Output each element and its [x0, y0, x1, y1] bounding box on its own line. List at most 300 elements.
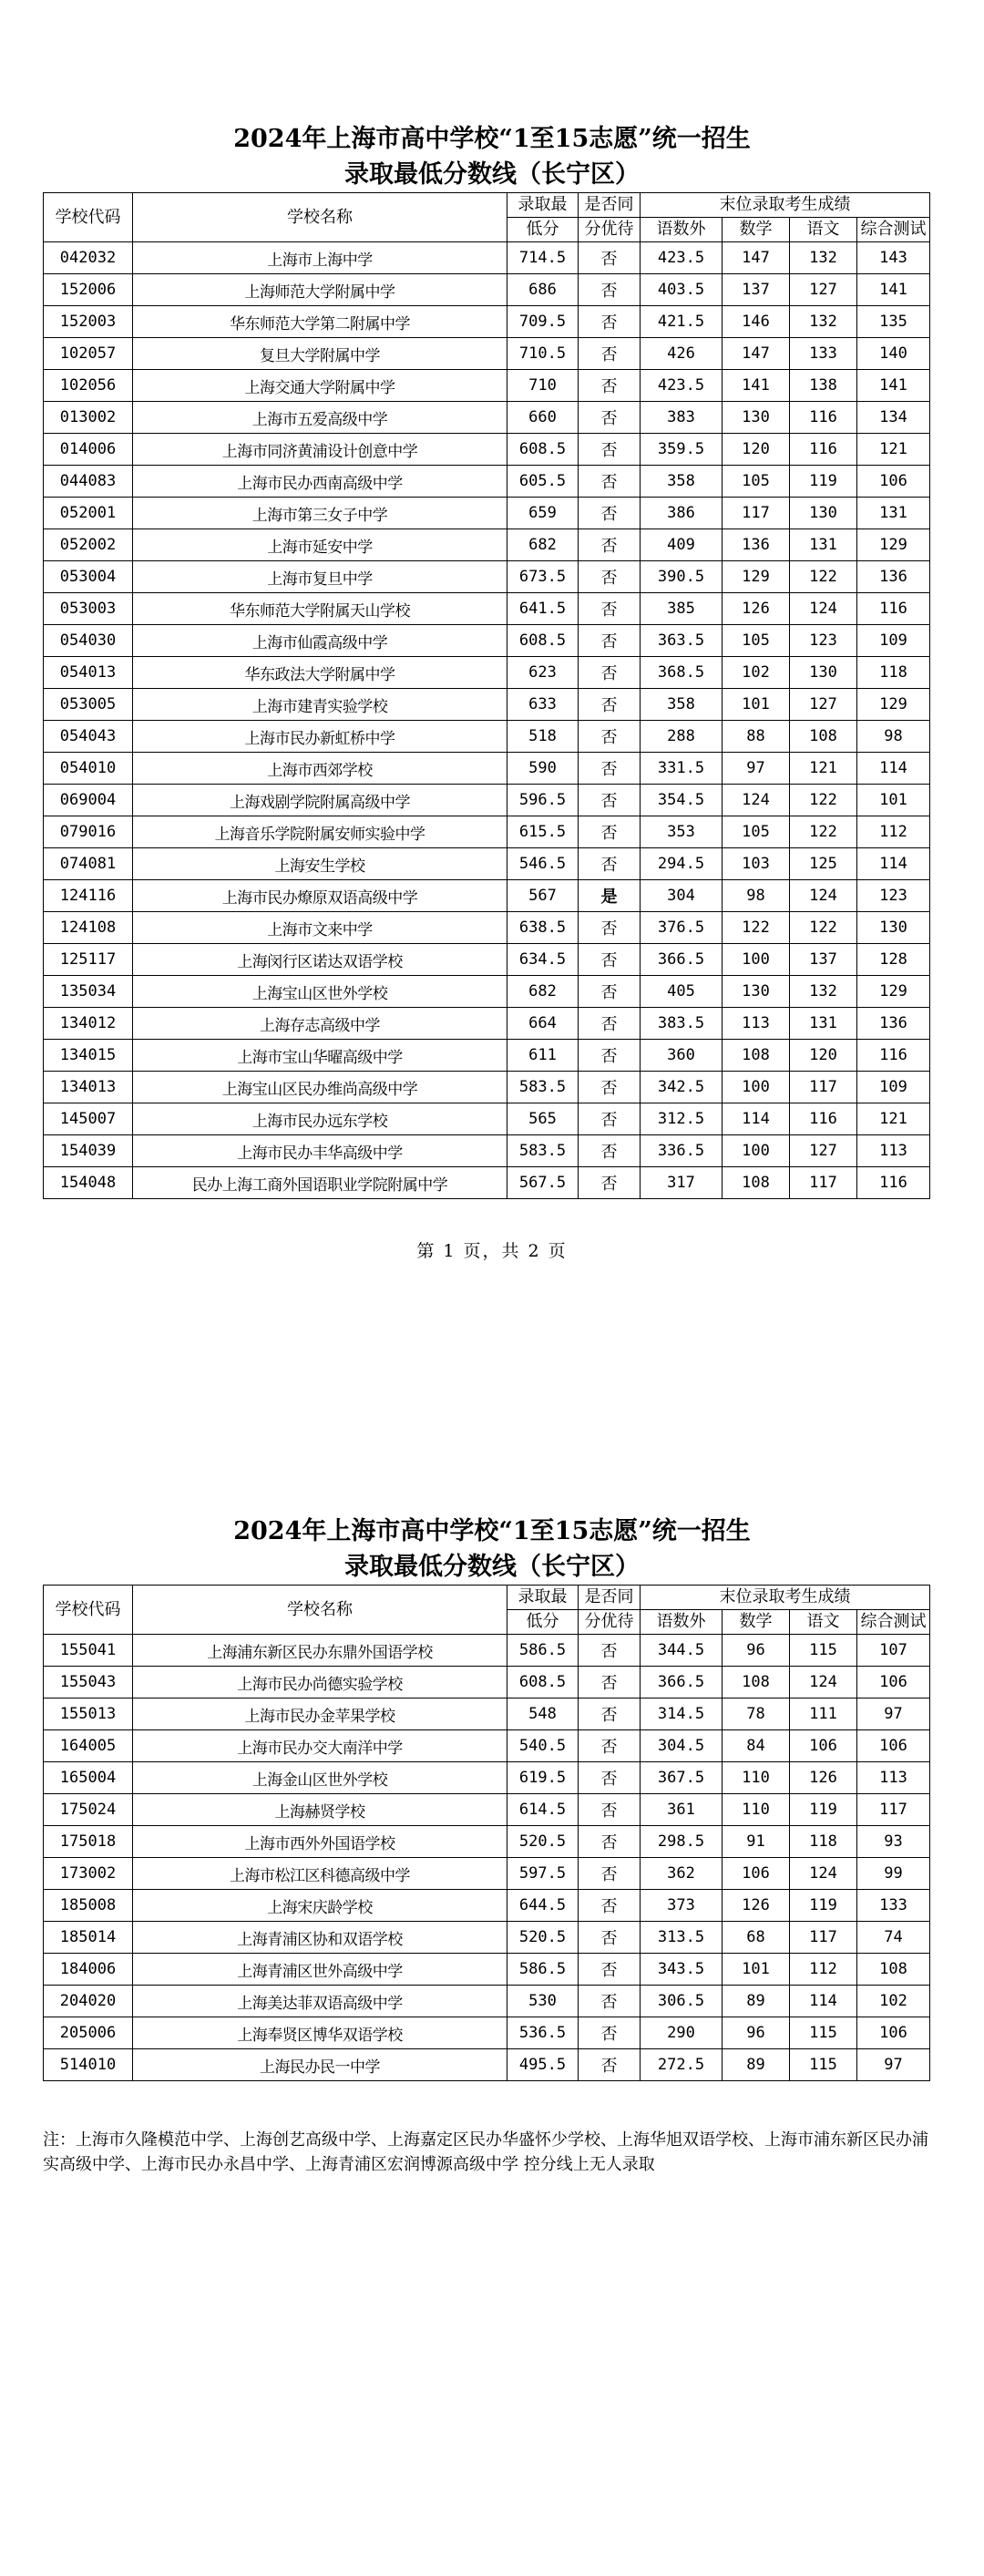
- tie-priority: 否: [579, 976, 641, 1008]
- chinese-score: 114: [790, 1986, 857, 2017]
- test-score: 118: [857, 657, 930, 689]
- header-yswai: 语数外: [641, 1610, 723, 1635]
- test-score: 107: [857, 1635, 930, 1667]
- math-score: 106: [723, 1858, 790, 1890]
- math-score: 91: [723, 1826, 790, 1858]
- table-row: [44, 529, 930, 561]
- test-score: 123: [857, 880, 930, 912]
- table-row: [44, 338, 930, 370]
- test-score: 141: [857, 370, 930, 402]
- math-score: 84: [723, 1730, 790, 1762]
- school-code: 013002: [44, 402, 133, 434]
- table-row: [44, 1826, 930, 1858]
- yswai-score: 368.5: [641, 657, 723, 689]
- table-row: [44, 1986, 930, 2017]
- yswai-score: 288: [641, 721, 723, 753]
- school-name: 华东师范大学第二附属中学: [133, 306, 507, 338]
- table-row: [44, 242, 930, 274]
- math-score: 136: [723, 529, 790, 561]
- yswai-score: 314.5: [641, 1699, 723, 1730]
- yswai-score: 403.5: [641, 274, 723, 306]
- chinese-score: 132: [790, 976, 857, 1008]
- table-row: [44, 466, 930, 498]
- math-score: 101: [723, 1954, 790, 1986]
- test-score: 136: [857, 561, 930, 593]
- chinese-score: 116: [790, 402, 857, 434]
- min-score: 644.5: [507, 1890, 579, 1922]
- school-code: 042032: [44, 242, 133, 274]
- yswai-score: 312.5: [641, 1103, 723, 1135]
- min-score: 546.5: [507, 848, 579, 880]
- math-score: 108: [723, 1040, 790, 1072]
- school-name: 上海青浦区协和双语学校: [133, 1922, 507, 1954]
- header-last-group: 末位录取考生成绩: [641, 1586, 930, 1610]
- school-code: 173002: [44, 1858, 133, 1890]
- header-name: 学校名称: [133, 193, 507, 242]
- test-score: 116: [857, 1040, 930, 1072]
- school-name: 上海交通大学附属中学: [133, 370, 507, 402]
- min-score: 633: [507, 689, 579, 721]
- math-score: 126: [723, 1890, 790, 1922]
- school-code: 074081: [44, 848, 133, 880]
- school-code: 514010: [44, 2049, 133, 2081]
- math-score: 126: [723, 593, 790, 625]
- math-score: 100: [723, 1072, 790, 1103]
- test-score: 129: [857, 529, 930, 561]
- tie-priority: 否: [579, 1922, 641, 1954]
- table-row: [44, 561, 930, 593]
- school-code: 185008: [44, 1890, 133, 1922]
- table-row: [44, 593, 930, 625]
- yswai-score: 353: [641, 816, 723, 848]
- school-code: 069004: [44, 785, 133, 816]
- table-row: [44, 816, 930, 848]
- test-score: 109: [857, 1072, 930, 1103]
- tie-priority: 否: [579, 1762, 641, 1794]
- chinese-score: 119: [790, 1794, 857, 1826]
- school-name: 上海市宝山华曜高级中学: [133, 1040, 507, 1072]
- min-score: 608.5: [507, 434, 579, 466]
- table-row: [44, 2049, 930, 2081]
- yswai-score: 367.5: [641, 1762, 723, 1794]
- min-score: 596.5: [507, 785, 579, 816]
- school-name: 上海美达菲双语高级中学: [133, 1986, 507, 2017]
- header-math: 数学: [723, 1610, 790, 1635]
- table-row: [44, 2017, 930, 2049]
- tie-priority: 否: [579, 785, 641, 816]
- min-score: 536.5: [507, 2017, 579, 2049]
- yswai-score: 343.5: [641, 1954, 723, 1986]
- yswai-score: 306.5: [641, 1986, 723, 2017]
- chinese-score: 124: [790, 593, 857, 625]
- admission-table-page-1: [43, 192, 930, 1199]
- min-score: 608.5: [507, 1667, 579, 1699]
- yswai-score: 344.5: [641, 1635, 723, 1667]
- school-name: 华东政法大学附属中学: [133, 657, 507, 689]
- yswai-score: 363.5: [641, 625, 723, 657]
- min-score: 530: [507, 1986, 579, 2017]
- table-body-page-2: [44, 1635, 930, 2081]
- math-score: 105: [723, 816, 790, 848]
- school-name: 上海市上海中学: [133, 242, 507, 274]
- school-code: 054030: [44, 625, 133, 657]
- math-score: 89: [723, 1986, 790, 2017]
- yswai-score: 342.5: [641, 1072, 723, 1103]
- math-score: 114: [723, 1103, 790, 1135]
- test-score: 114: [857, 753, 930, 785]
- school-name: 上海市松江区科德高级中学: [133, 1858, 507, 1890]
- school-name: 上海金山区世外学校: [133, 1762, 507, 1794]
- school-name: 上海闵行区诺达双语学校: [133, 944, 507, 976]
- yswai-score: 421.5: [641, 306, 723, 338]
- chinese-score: 115: [790, 2017, 857, 2049]
- school-name: 复旦大学附属中学: [133, 338, 507, 370]
- min-score: 520.5: [507, 1922, 579, 1954]
- test-score: 116: [857, 1167, 930, 1199]
- chinese-score: 127: [790, 689, 857, 721]
- tie-priority: 否: [579, 466, 641, 498]
- math-score: 96: [723, 2017, 790, 2049]
- yswai-score: 383.5: [641, 1008, 723, 1040]
- yswai-score: 358: [641, 689, 723, 721]
- table-row: [44, 1699, 930, 1730]
- table-row: [44, 657, 930, 689]
- chinese-score: 122: [790, 816, 857, 848]
- yswai-score: 386: [641, 498, 723, 529]
- table-row: [44, 434, 930, 466]
- table-row: [44, 1858, 930, 1890]
- school-name: 上海市五爱高级中学: [133, 402, 507, 434]
- test-score: 112: [857, 816, 930, 848]
- min-score: 673.5: [507, 561, 579, 593]
- school-code: 054043: [44, 721, 133, 753]
- min-score: 495.5: [507, 2049, 579, 2081]
- tie-priority: 是: [579, 880, 641, 912]
- page-number: 第 1 页，共 2 页: [416, 1241, 568, 1261]
- table-row: [44, 689, 930, 721]
- yswai-score: 313.5: [641, 1922, 723, 1954]
- table-row: [44, 944, 930, 976]
- table-row: [44, 1730, 930, 1762]
- table-row: [44, 1040, 930, 1072]
- yswai-score: 366.5: [641, 1667, 723, 1699]
- school-code: 154039: [44, 1135, 133, 1167]
- math-score: 147: [723, 242, 790, 274]
- school-code: 124108: [44, 912, 133, 944]
- chinese-score: 133: [790, 338, 857, 370]
- chinese-score: 123: [790, 625, 857, 657]
- yswai-score: 423.5: [641, 242, 723, 274]
- min-score: 714.5: [507, 242, 579, 274]
- min-score: 583.5: [507, 1072, 579, 1103]
- min-score: 605.5: [507, 466, 579, 498]
- school-name: 上海市民办丰华高级中学: [133, 1135, 507, 1167]
- header-math: 数学: [723, 218, 790, 242]
- school-code: 155013: [44, 1699, 133, 1730]
- school-name: 上海市文来中学: [133, 912, 507, 944]
- tie-priority: 否: [579, 1635, 641, 1667]
- chinese-score: 137: [790, 944, 857, 976]
- chinese-score: 108: [790, 721, 857, 753]
- test-score: 97: [857, 1699, 930, 1730]
- header-min-1: 录取最: [507, 193, 579, 218]
- math-score: 88: [723, 721, 790, 753]
- school-name: 上海市民办西南高级中学: [133, 466, 507, 498]
- min-score: 660: [507, 402, 579, 434]
- school-name: 上海赫贤学校: [133, 1794, 507, 1826]
- yswai-score: 385: [641, 593, 723, 625]
- school-name: 上海存志高级中学: [133, 1008, 507, 1040]
- chinese-score: 127: [790, 274, 857, 306]
- table-row: [44, 1667, 930, 1699]
- min-score: 567.5: [507, 1167, 579, 1199]
- yswai-score: 409: [641, 529, 723, 561]
- school-code: 155043: [44, 1667, 133, 1699]
- school-name: 上海市建青实验学校: [133, 689, 507, 721]
- test-score: 101: [857, 785, 930, 816]
- school-code: 102056: [44, 370, 133, 402]
- chinese-score: 106: [790, 1730, 857, 1762]
- school-name: 民办上海工商外国语职业学院附属中学: [133, 1167, 507, 1199]
- header-chinese: 语文: [790, 218, 857, 242]
- school-name: 上海市民办燎原双语高级中学: [133, 880, 507, 912]
- school-name: 上海宝山区世外学校: [133, 976, 507, 1008]
- yswai-score: 294.5: [641, 848, 723, 880]
- min-score: 686: [507, 274, 579, 306]
- yswai-score: 390.5: [641, 561, 723, 593]
- min-score: 682: [507, 976, 579, 1008]
- tie-priority: 否: [579, 1008, 641, 1040]
- test-score: 134: [857, 402, 930, 434]
- min-score: 520.5: [507, 1826, 579, 1858]
- tie-priority: 否: [579, 402, 641, 434]
- tie-priority: 否: [579, 306, 641, 338]
- school-name: 华东师范大学附属天山学校: [133, 593, 507, 625]
- table-row: [44, 976, 930, 1008]
- test-score: 114: [857, 848, 930, 880]
- chinese-score: 121: [790, 753, 857, 785]
- header-min-2: 低分: [507, 1610, 579, 1635]
- table-row: [44, 1103, 930, 1135]
- test-score: 121: [857, 1103, 930, 1135]
- tie-priority: 否: [579, 434, 641, 466]
- chinese-score: 116: [790, 1103, 857, 1135]
- school-code: 184006: [44, 1954, 133, 1986]
- school-code: 102057: [44, 338, 133, 370]
- math-score: 102: [723, 657, 790, 689]
- math-score: 122: [723, 912, 790, 944]
- test-score: 113: [857, 1762, 930, 1794]
- header-code: 学校代码: [44, 1586, 133, 1635]
- yswai-score: 383: [641, 402, 723, 434]
- school-code: 014006: [44, 434, 133, 466]
- yswai-score: 376.5: [641, 912, 723, 944]
- school-code: 053004: [44, 561, 133, 593]
- tie-priority: 否: [579, 242, 641, 274]
- tie-priority: 否: [579, 1826, 641, 1858]
- min-score: 710: [507, 370, 579, 402]
- school-code: 052002: [44, 529, 133, 561]
- school-name: 上海市民办金苹果学校: [133, 1699, 507, 1730]
- chinese-score: 122: [790, 561, 857, 593]
- tie-priority: 否: [579, 2017, 641, 2049]
- school-code: 134015: [44, 1040, 133, 1072]
- tie-priority: 否: [579, 657, 641, 689]
- school-code: 134012: [44, 1008, 133, 1040]
- school-code: 145007: [44, 1103, 133, 1135]
- chinese-score: 115: [790, 2049, 857, 2081]
- tie-priority: 否: [579, 816, 641, 848]
- test-score: 106: [857, 1730, 930, 1762]
- math-score: 108: [723, 1167, 790, 1199]
- test-score: 121: [857, 434, 930, 466]
- min-score: 623: [507, 657, 579, 689]
- test-score: 136: [857, 1008, 930, 1040]
- school-name: 上海民办民一中学: [133, 2049, 507, 2081]
- tie-priority: 否: [579, 1986, 641, 2017]
- math-score: 113: [723, 1008, 790, 1040]
- math-score: 108: [723, 1667, 790, 1699]
- header-tie-1: 是否同: [579, 1586, 641, 1610]
- table-row: [44, 753, 930, 785]
- min-score: 619.5: [507, 1762, 579, 1794]
- tie-priority: 否: [579, 625, 641, 657]
- tie-priority: 否: [579, 1699, 641, 1730]
- min-score: 565: [507, 1103, 579, 1135]
- test-score: 98: [857, 721, 930, 753]
- header-last-group: 末位录取考生成绩: [641, 193, 930, 218]
- school-name: 上海市延安中学: [133, 529, 507, 561]
- min-score: 709.5: [507, 306, 579, 338]
- school-name: 上海青浦区世外高级中学: [133, 1954, 507, 1986]
- school-name: 上海音乐学院附属安师实验中学: [133, 816, 507, 848]
- min-score: 710.5: [507, 338, 579, 370]
- page-1: [0, 0, 984, 1262]
- header-code: 学校代码: [44, 193, 133, 242]
- chinese-score: 126: [790, 1762, 857, 1794]
- chinese-score: 125: [790, 848, 857, 880]
- yswai-score: 359.5: [641, 434, 723, 466]
- min-score: 608.5: [507, 625, 579, 657]
- min-score: 518: [507, 721, 579, 753]
- math-score: 124: [723, 785, 790, 816]
- math-score: 146: [723, 306, 790, 338]
- table-row: [44, 1635, 930, 1667]
- school-code: 152003: [44, 306, 133, 338]
- footnote: 注：上海市久隆模范中学、上海创艺高级中学、上海嘉定区民办华盛怀少学校、上海华旭双语学校、上海市浦东新区民办浦实高级中学、上海市民办永昌中学、上海青浦区宏润博源高级中学 控分线上无人录取: [43, 2130, 928, 2174]
- yswai-score: 366.5: [641, 944, 723, 976]
- math-score: 117: [723, 498, 790, 529]
- math-score: 120: [723, 434, 790, 466]
- header-name: 学校名称: [133, 1586, 507, 1635]
- math-score: 100: [723, 1135, 790, 1167]
- chinese-score: 119: [790, 466, 857, 498]
- chinese-score: 117: [790, 1167, 857, 1199]
- school-code: 079016: [44, 816, 133, 848]
- tie-priority: 否: [579, 593, 641, 625]
- table-row: [44, 370, 930, 402]
- yswai-score: 272.5: [641, 2049, 723, 2081]
- header-min-1: 录取最: [507, 1586, 579, 1610]
- tie-priority: 否: [579, 1040, 641, 1072]
- school-name: 上海市同济黄浦设计创意中学: [133, 434, 507, 466]
- yswai-score: 354.5: [641, 785, 723, 816]
- yswai-score: 360: [641, 1040, 723, 1072]
- test-score: 133: [857, 1890, 930, 1922]
- school-name: 上海市第三女子中学: [133, 498, 507, 529]
- math-score: 100: [723, 944, 790, 976]
- chinese-score: 117: [790, 1072, 857, 1103]
- test-score: 93: [857, 1826, 930, 1858]
- school-code: 175018: [44, 1826, 133, 1858]
- table-row: [44, 1135, 930, 1167]
- yswai-score: 426: [641, 338, 723, 370]
- chinese-score: 130: [790, 657, 857, 689]
- min-score: 682: [507, 529, 579, 561]
- test-score: 140: [857, 338, 930, 370]
- math-score: 130: [723, 402, 790, 434]
- math-score: 130: [723, 976, 790, 1008]
- table-row: [44, 402, 930, 434]
- chinese-score: 117: [790, 1922, 857, 1954]
- math-score: 141: [723, 370, 790, 402]
- chinese-score: 120: [790, 1040, 857, 1072]
- yswai-score: 361: [641, 1794, 723, 1826]
- min-score: 638.5: [507, 912, 579, 944]
- table-row: [44, 306, 930, 338]
- table-row: [44, 274, 930, 306]
- math-score: 147: [723, 338, 790, 370]
- school-name: 上海市西外外国语学校: [133, 1826, 507, 1858]
- school-code: 185014: [44, 1922, 133, 1954]
- math-score: 105: [723, 625, 790, 657]
- test-score: 106: [857, 1667, 930, 1699]
- test-score: 106: [857, 2017, 930, 2049]
- page-2-title: [0, 1435, 984, 1585]
- school-code: 125117: [44, 944, 133, 976]
- school-code: 152006: [44, 274, 133, 306]
- yswai-score: 373: [641, 1890, 723, 1922]
- min-score: 615.5: [507, 816, 579, 848]
- table-row: [44, 721, 930, 753]
- table-row: [44, 625, 930, 657]
- min-score: 583.5: [507, 1135, 579, 1167]
- yswai-score: 298.5: [641, 1826, 723, 1858]
- test-score: 143: [857, 242, 930, 274]
- tie-priority: 否: [579, 2049, 641, 2081]
- table-row: [44, 785, 930, 816]
- school-name: 上海戏剧学院附属高级中学: [133, 785, 507, 816]
- min-score: 586.5: [507, 1635, 579, 1667]
- tie-priority: 否: [579, 1858, 641, 1890]
- header-test: 综合测试: [857, 218, 930, 242]
- test-score: 97: [857, 2049, 930, 2081]
- school-code: 175024: [44, 1794, 133, 1826]
- chinese-score: 132: [790, 306, 857, 338]
- school-code: 054013: [44, 657, 133, 689]
- yswai-score: 317: [641, 1167, 723, 1199]
- test-score: 113: [857, 1135, 930, 1167]
- school-code: 053003: [44, 593, 133, 625]
- math-score: 97: [723, 753, 790, 785]
- chinese-score: 131: [790, 529, 857, 561]
- chinese-score: 112: [790, 1954, 857, 1986]
- header-tie-2: 分优待: [579, 218, 641, 242]
- chinese-score: 124: [790, 1667, 857, 1699]
- test-score: 130: [857, 912, 930, 944]
- chinese-score: 122: [790, 785, 857, 816]
- chinese-score: 122: [790, 912, 857, 944]
